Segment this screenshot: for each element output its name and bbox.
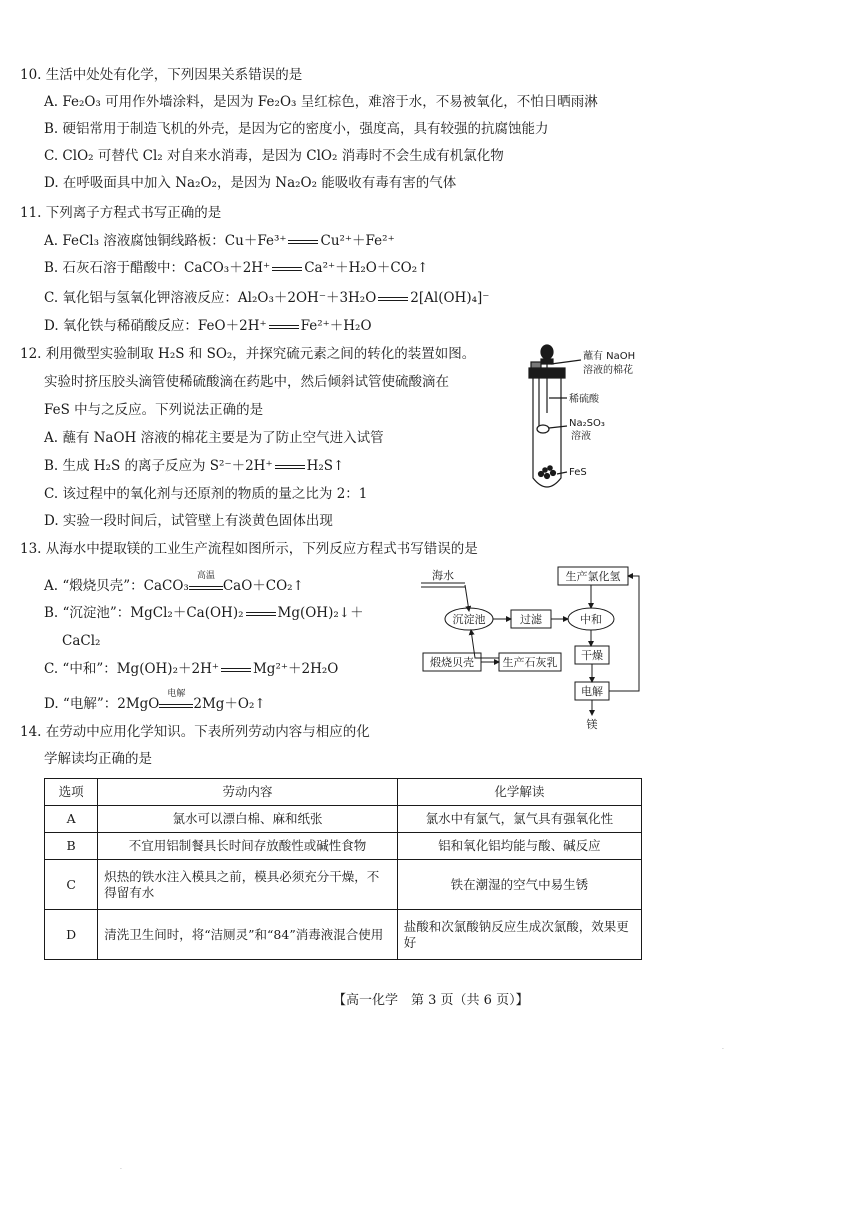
label-na2so3-2: 溶液 — [571, 431, 591, 442]
q12-b-products: H₂S↑ — [306, 458, 345, 474]
label-pool: 沉淀池 — [452, 613, 486, 626]
scan-speck: · — [120, 1166, 122, 1173]
equals-sign — [272, 267, 302, 271]
q12-stem-line3: FeS 中与之反应。下列说法正确的是 — [44, 402, 264, 418]
table-row — [45, 833, 642, 860]
row-option: B — [45, 833, 98, 860]
q13-a-products: CaO＋CO₂↑ — [222, 578, 304, 594]
condition-electrolysis: 电解 — [167, 688, 186, 699]
q11-option-a — [44, 233, 395, 250]
label-hcl: 生产氯化氢 — [565, 570, 621, 583]
row-option: A — [45, 806, 98, 833]
q12-stem-line2: 实验时挤压胶头滴管使稀硫酸滴在药匙中，然后倾斜试管使硫酸滴在 — [44, 374, 449, 390]
equals-sign — [275, 465, 305, 469]
table-row — [45, 806, 642, 833]
table-row — [45, 910, 642, 960]
q13-d-products: 2Mg＋O₂↑ — [193, 696, 266, 712]
equals-sign — [269, 325, 299, 329]
q12-option-c: C. 该过程中的氧化剂与还原剂的物质的量之比为 2：1 — [44, 486, 368, 502]
label-cotton-2: 溶液的棉花 — [583, 365, 633, 376]
condition-high-temp: 高温 — [196, 570, 215, 581]
header-chem: 化学解读 — [397, 779, 641, 806]
label-seawater: 海水 — [432, 569, 454, 582]
stopper — [529, 368, 565, 378]
q13-a-reactants: A. “煅烧贝壳”：CaCO₃ — [44, 578, 189, 594]
q11-option-c — [44, 290, 489, 307]
label-electro: 电解 — [581, 685, 603, 698]
q13-c-products: Mg²⁺＋2H₂O — [252, 661, 339, 677]
spoon — [537, 425, 549, 433]
label-dilute-acid: 稀硫酸 — [569, 394, 599, 405]
equals-sign — [288, 240, 318, 244]
q11-c-reactants: C. 氧化铝与氢氧化钾溶液反应：Al₂O₃＋2OH⁻＋3H₂O — [44, 290, 377, 306]
label-neutral: 中和 — [580, 613, 602, 626]
q13-b-products: Mg(OH)₂↓＋ — [277, 605, 364, 621]
q13-d-reactants: D. “电解”：2MgO — [44, 696, 160, 712]
q11-b-reactants: B. 石灰石溶于醋酸中：CaCO₃＋2H⁺ — [44, 260, 271, 276]
q14-stem-line2: 学解读均正确的是 — [44, 751, 152, 767]
page-footer: 【高一化学 第 3 页（共 6 页）】 — [333, 993, 529, 1008]
label-shell: 煅烧贝壳 — [430, 656, 474, 669]
q13-option-b — [44, 605, 364, 622]
q13-stem: 13. 从海水中提取镁的工业生产流程如图所示，下列反应方程式书写错误的是 — [20, 541, 478, 557]
q11-c-products: 2[Al(OH)₄]⁻ — [410, 290, 490, 306]
q10-option-a: A. Fe₂O₃ 可用作外墙涂料，是因为 Fe₂O₃ 呈红棕色，难溶于水，不易被氧化，不怕日晒雨淋 — [44, 94, 598, 110]
q11-d-products: Fe²⁺＋H₂O — [300, 318, 372, 334]
q11-option-d — [44, 318, 372, 335]
row-chem: 盐酸和次氯酸钠反应生成次氯酸，效果更好 — [397, 910, 641, 960]
q11-a-products: Cu²⁺＋Fe²⁺ — [320, 233, 395, 249]
q10-option-d: D. 在呼吸面具中加入 Na₂O₂，是因为 Na₂O₂ 能吸收有毒有害的气体 — [44, 175, 457, 191]
label-na2so3-1: Na₂SO₃ — [569, 418, 605, 429]
label-dry: 干燥 — [581, 649, 603, 662]
q11-b-products: Ca²⁺＋H₂O＋CO₂↑ — [304, 260, 429, 276]
q13-b-reactants: B. “沉淀池”：MgCl₂＋Ca(OH)₂ — [44, 605, 244, 621]
q11-option-b — [44, 260, 428, 277]
condition-arrow — [189, 570, 223, 590]
equals-sign — [221, 668, 251, 672]
label-filter: 过滤 — [520, 613, 542, 626]
row-chem: 氯水中有氯气，氯气具有强氧化性 — [397, 806, 641, 833]
dropper-bulb — [541, 345, 553, 359]
q12-option-a: A. 蘸有 NaOH 溶液的棉花主要是为了防止空气进入试管 — [44, 430, 384, 446]
q13-option-c — [44, 661, 338, 678]
row-labor: 清洗卫生间时，将“洁厕灵”和“84”消毒液混合使用 — [98, 910, 398, 960]
test-tube-apparatus-figure — [515, 338, 665, 498]
q12-b-reactants: B. 生成 H₂S 的离子反应为 S²⁻＋2H⁺ — [44, 458, 273, 474]
label-fes: FeS — [569, 467, 587, 478]
labor-table — [44, 778, 642, 960]
row-option: D — [45, 910, 98, 960]
q13-option-b-continued: CaCl₂ — [62, 633, 101, 649]
q10-option-b: B. 硬铝常用于制造飞机的外壳，是因为它的密度小，强度高，具有较强的抗腐蚀能力 — [44, 121, 549, 137]
q11-stem: 11. 下列离子方程式书写正确的是 — [20, 205, 222, 221]
cotton — [531, 362, 541, 368]
q12-option-b — [44, 458, 344, 475]
table-row — [45, 860, 642, 910]
q12-stem-line1: 12. 利用微型实验制取 H₂S 和 SO₂，并探究硫元素之间的转化的装置如图。 — [20, 346, 476, 362]
row-labor: 氯水可以漂白棉、麻和纸张 — [98, 806, 398, 833]
q12-option-d: D. 实验一段时间后，试管壁上有淡黄色固体出现 — [44, 513, 333, 529]
magnesium-flow-chart — [415, 563, 655, 733]
header-labor: 劳动内容 — [98, 779, 398, 806]
condition-arrow — [159, 688, 193, 708]
label-mg: 镁 — [586, 718, 598, 731]
row-chem: 铝和氧化铝均能与酸、碱反应 — [397, 833, 641, 860]
q10-stem: 10. 生活中处处有化学，下列因果关系错误的是 — [20, 67, 303, 83]
q14-stem-line1: 14. 在劳动中应用化学知识。下表所列劳动内容与相应的化 — [20, 724, 370, 740]
label-cotton-1: 蘸有 NaOH — [583, 351, 636, 362]
q11-a-reactants: A. FeCl₃ 溶液腐蚀铜线路板：Cu＋Fe³⁺ — [44, 233, 287, 249]
scan-speck: · — [722, 1046, 724, 1053]
row-labor: 不宜用铝制餐具长时间存放酸性或碱性食物 — [98, 833, 398, 860]
q13-option-a — [44, 570, 304, 595]
header-option: 选项 — [45, 779, 98, 806]
row-labor: 炽热的铁水注入模具之前，模具必须充分干燥，不得留有水 — [98, 860, 398, 910]
q13-c-reactants: C. “中和”：Mg(OH)₂＋2H⁺ — [44, 661, 219, 677]
label-lime: 生产石灰乳 — [502, 656, 558, 669]
q10-option-c: C. ClO₂ 可替代 Cl₂ 对自来水消毒，是因为 ClO₂ 消毒时不会生成有机氯化物 — [44, 148, 504, 164]
q11-d-reactants: D. 氧化铁与稀硝酸反应：FeO＋2H⁺ — [44, 318, 267, 334]
row-option: C — [45, 860, 98, 910]
q13-option-d — [44, 688, 266, 713]
equals-sign — [246, 612, 276, 616]
equals-sign — [378, 297, 408, 301]
table-header-row — [45, 779, 642, 806]
row-chem: 铁在潮湿的空气中易生锈 — [397, 860, 641, 910]
